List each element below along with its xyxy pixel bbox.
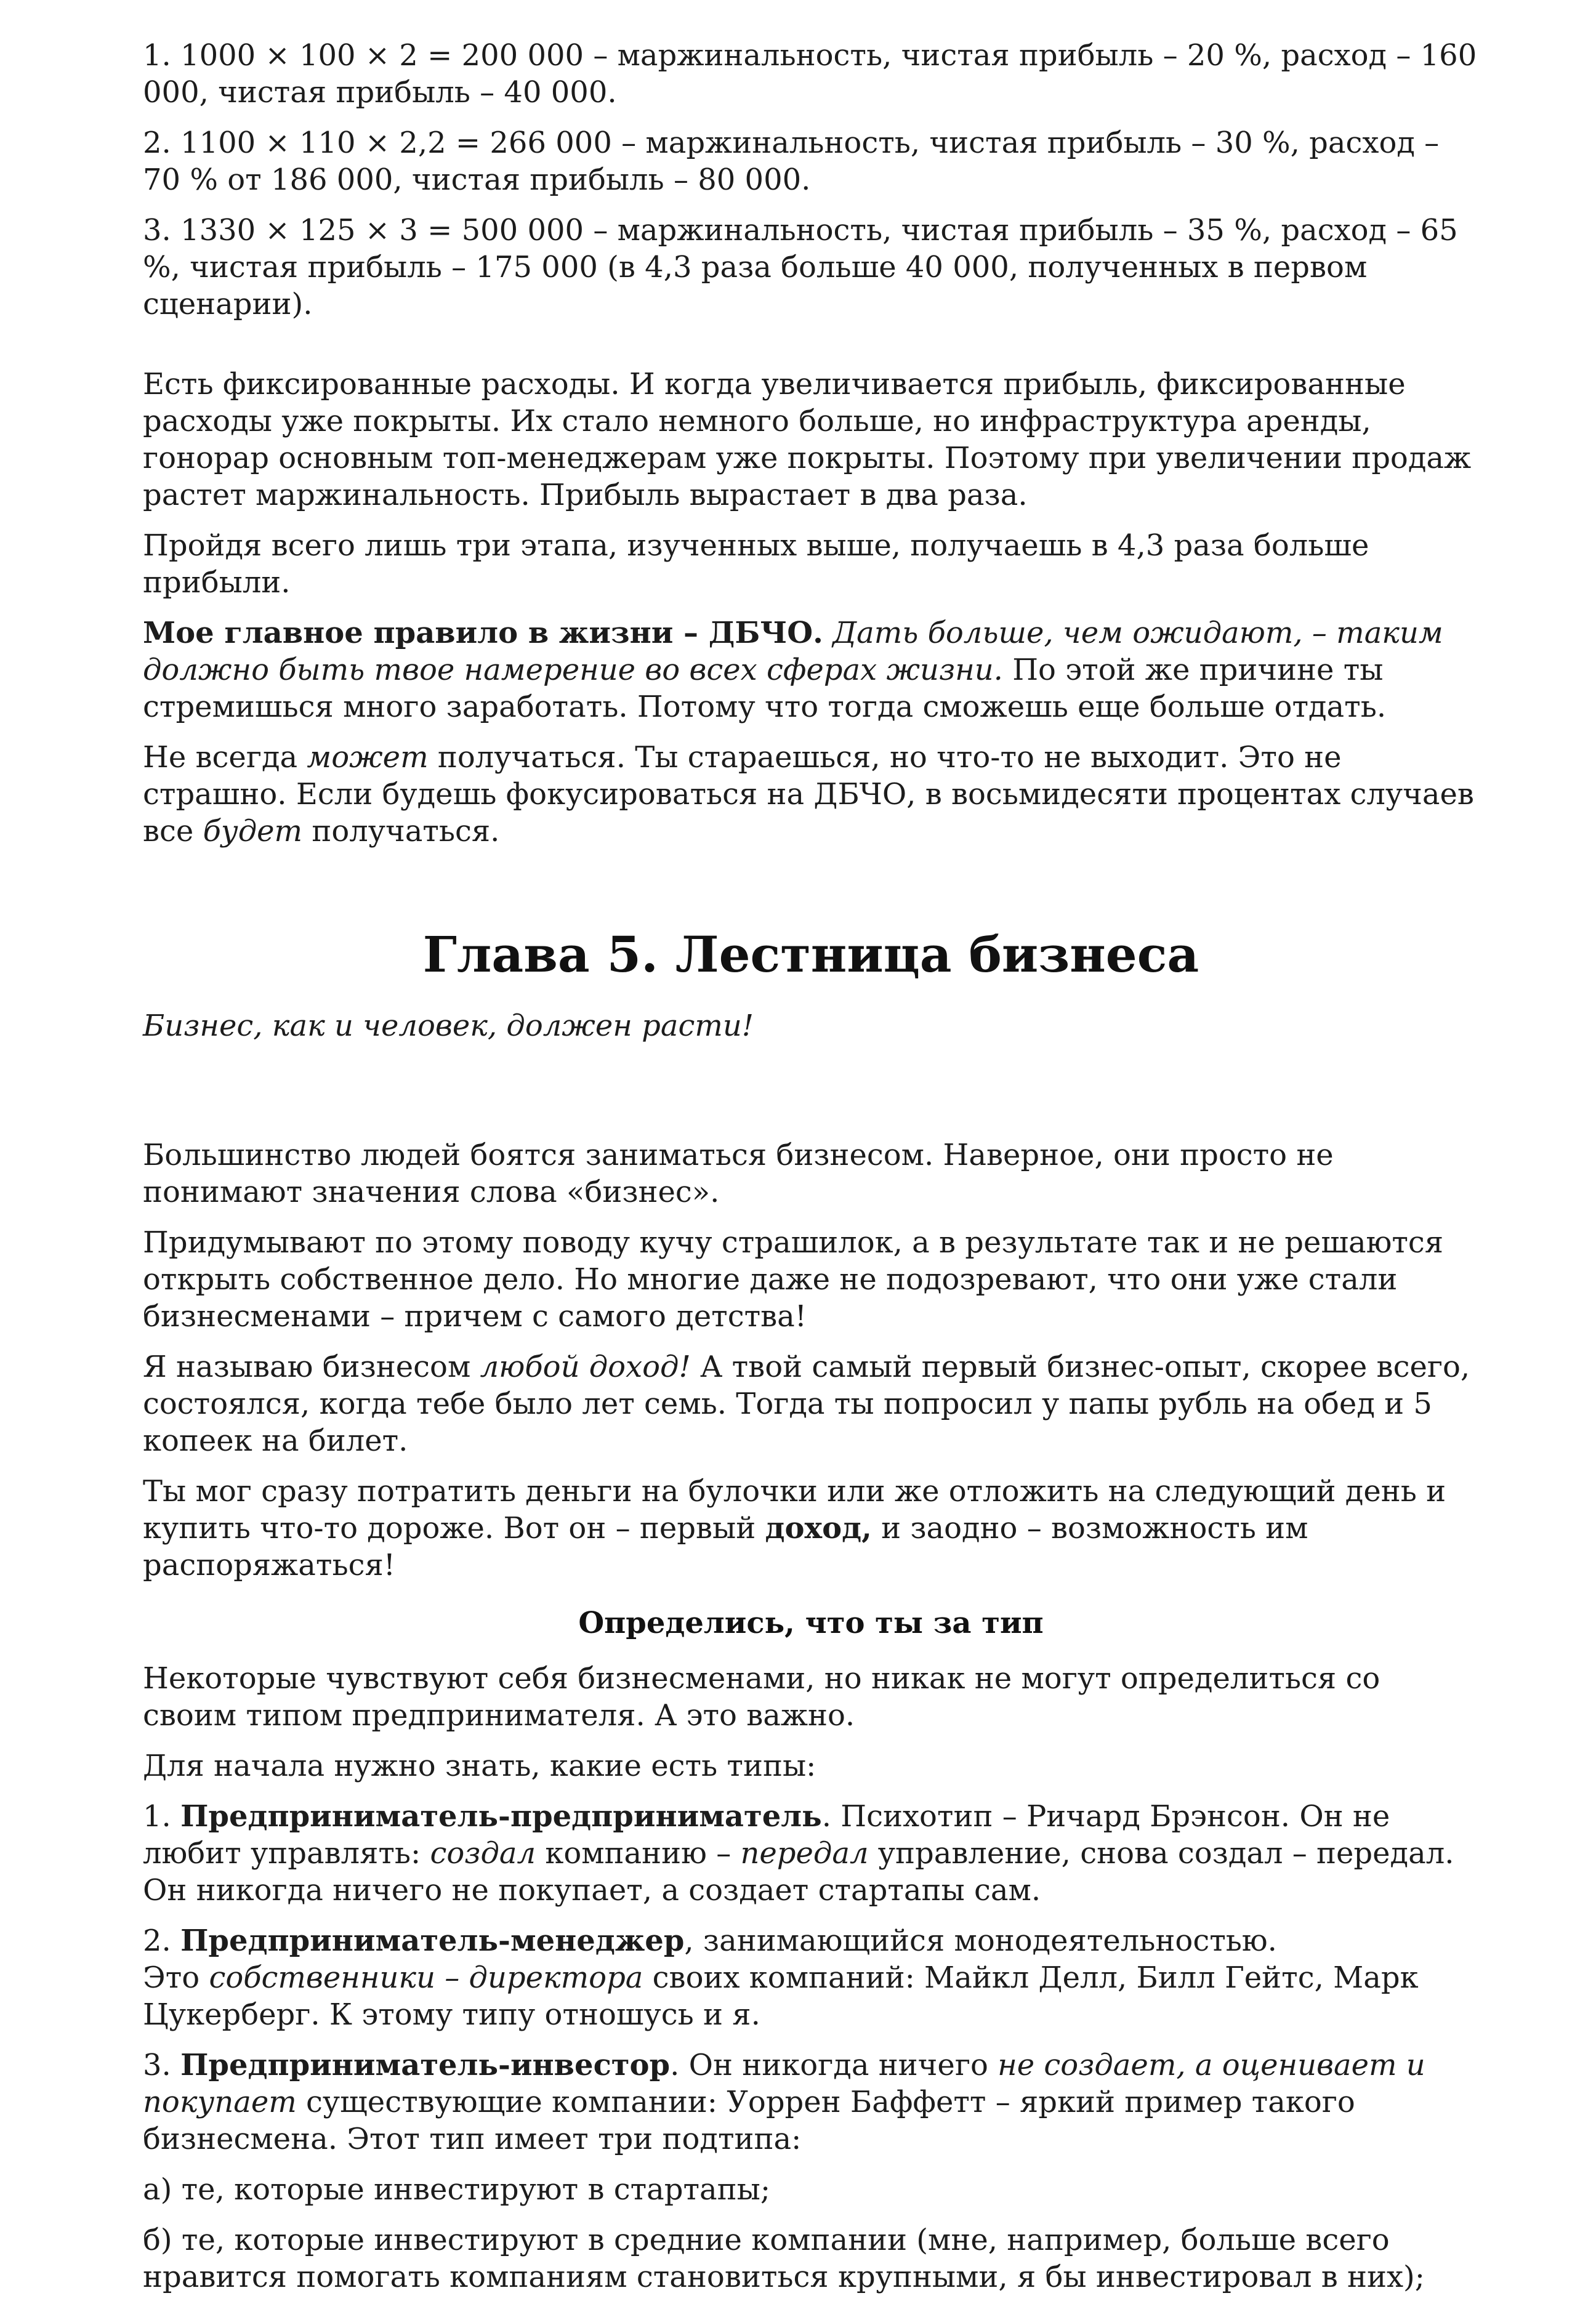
subtype-a: а) те, которые инвестируют в стартапы;	[143, 2172, 771, 2207]
text-span: . Психотип – Ричард Брэнсон. Он не любит управлять:	[143, 1799, 1390, 1871]
type-2-paragraph	[143, 1922, 1479, 2033]
scares-paragraph: Придумывают по этому поводу кучу страшилок, а в результате так и не решаются открыть собственное дело. Но многие даже не подозревают, что они уже стали бизнесменами – причем с самого детства!	[143, 1225, 1444, 1334]
list-number: 3.	[143, 2048, 171, 2082]
text-span: Не всегда	[143, 740, 298, 775]
italic-span: создал	[430, 1836, 536, 1871]
type-3-paragraph	[143, 2047, 1479, 2158]
list-number: 2.	[143, 1924, 171, 1958]
calc-scenario-3: 3. 1330 × 125 × 3 = 500 000 – маржинальность, чистая прибыль – 35 %, расход – 65 %, чистая прибыль – 175 000 (в 4,3 раза больше 40 000, полученных в первом сценарии).	[143, 213, 1458, 321]
italic-span: может	[307, 740, 429, 775]
section-heading: Определись, что ты за тип	[578, 1606, 1044, 1640]
fixed-costs-paragraph: Есть фиксированные расходы. И когда увеличивается прибыль, фиксированные расходы уже покрыты. Их стало немного больше, но инфраструктура аренды, гонорар основным топ-менеджерам уже покрыты. Поэтому при увеличении продаж растет маржинальность. Прибыль вырастает в два раза.	[143, 367, 1472, 512]
bold-span: Предприниматель-менеджер	[180, 1924, 685, 1958]
italic-span: не создает, а оценивает и покупает	[143, 2048, 1425, 2119]
three-stages-paragraph: Пройдя всего лишь три этапа, изученных выше, получаешь в 4,3 раза больше прибыли.	[143, 528, 1369, 600]
buns-paragraph	[143, 1473, 1479, 1584]
text-span: своих компаний: Майкл Делл, Билл Гейтс, Марк Цукерберг. К этому типу отношусь и я.	[143, 1960, 1419, 2032]
income-paragraph	[143, 1348, 1479, 1459]
text-span: , занимающийся монодеятельностью.	[684, 1924, 1277, 1958]
text-span: Это	[143, 1960, 200, 1995]
italic-span: собственники – директора	[209, 1960, 643, 1995]
text-span: Я называю бизнесом	[143, 1350, 471, 1384]
text-span: существующие компании: Уоррен Баффетт – яркий пример такого бизнесмена. Этот тип имеет три подтипа:	[143, 2085, 1355, 2156]
text-span: и заодно – возможность им распоряжаться!	[143, 1511, 1308, 1582]
text-span: получаться.	[312, 814, 500, 848]
calc-scenario-2: 2. 1100 × 110 × 2,2 = 266 000 – маржинальность, чистая прибыль – 30 %, расход – 70 % от 186 000, чистая прибыль – 80 000.	[143, 126, 1440, 197]
text-span: компанию –	[545, 1836, 732, 1871]
document-page	[143, 37, 1479, 2309]
type-1-paragraph	[143, 1798, 1479, 1909]
some-feel-paragraph: Некоторые чувствуют себя бизнесменами, но никак не могут определиться со своим типом предпринимателя. А это важно.	[143, 1661, 1380, 1733]
main-rule-italic: Дать больше, чем ожидают, – таким должно быть твое намерение во всех сферах жизни.	[143, 616, 1443, 687]
text-span: А твой самый первый бизнес-опыт, скорее всего, состоялся, когда тебе было лет семь. Тогда ты попросил у папы рубль на обед и 5 копеек на билет.	[143, 1350, 1470, 1458]
italic-span: любой доход!	[480, 1350, 691, 1384]
main-rule-paragraph	[143, 615, 1479, 725]
main-rule-bold: Мое главное правило в жизни – ДБЧО.	[143, 616, 823, 650]
list-number: 1.	[143, 1799, 171, 1834]
main-rule-rest: По этой же причине ты стремишься много заработать. Потому что тогда сможешь еще больше отдать.	[143, 653, 1387, 724]
text-span: . Он никогда ничего	[670, 2048, 988, 2082]
chapter-title: Глава 5. Лестница бизнеса	[422, 925, 1199, 983]
majority-paragraph: Большинство людей боятся заниматься бизнесом. Наверное, они просто не понимают значения слова «бизнес».	[143, 1138, 1334, 1209]
bold-span: доход,	[765, 1511, 872, 1545]
text-span: Ты мог сразу потратить деньги на булочки или же отложить на следующий день и купить что-то дороже. Вот он – первый	[143, 1474, 1446, 1545]
text-span: управление, снова создал – передал. Он никогда ничего не покупает, а создает стартапы сам.	[143, 1836, 1454, 1908]
italic-span: будет	[203, 814, 303, 848]
italic-span: передал	[740, 1836, 869, 1871]
calc-scenario-1: 1. 1000 × 100 × 2 = 200 000 – маржинальность, чистая прибыль – 20 %, расход – 160 000, чистая прибыль – 40 000.	[143, 38, 1477, 110]
text-span: получаться. Ты стараешься, но что-то не выходит. Это не страшно. Если будешь фокусироваться на ДБЧО, в восьмидесяти процентах случаев все	[143, 740, 1474, 848]
not-always-paragraph	[143, 739, 1479, 850]
types-intro-paragraph: Для начала нужно знать, какие есть типы:	[143, 1749, 816, 1783]
chapter-epigraph: Бизнес, как и человек, должен расти!	[143, 1009, 754, 1043]
bold-span: Предприниматель-предприниматель	[180, 1799, 822, 1834]
subtype-b: б) те, которые инвестируют в средние компании (мне, например, больше всего нравится помогать компаниям становиться крупными, я бы инвестировал в них);	[143, 2223, 1425, 2294]
bold-span: Предприниматель-инвестор	[180, 2048, 671, 2082]
